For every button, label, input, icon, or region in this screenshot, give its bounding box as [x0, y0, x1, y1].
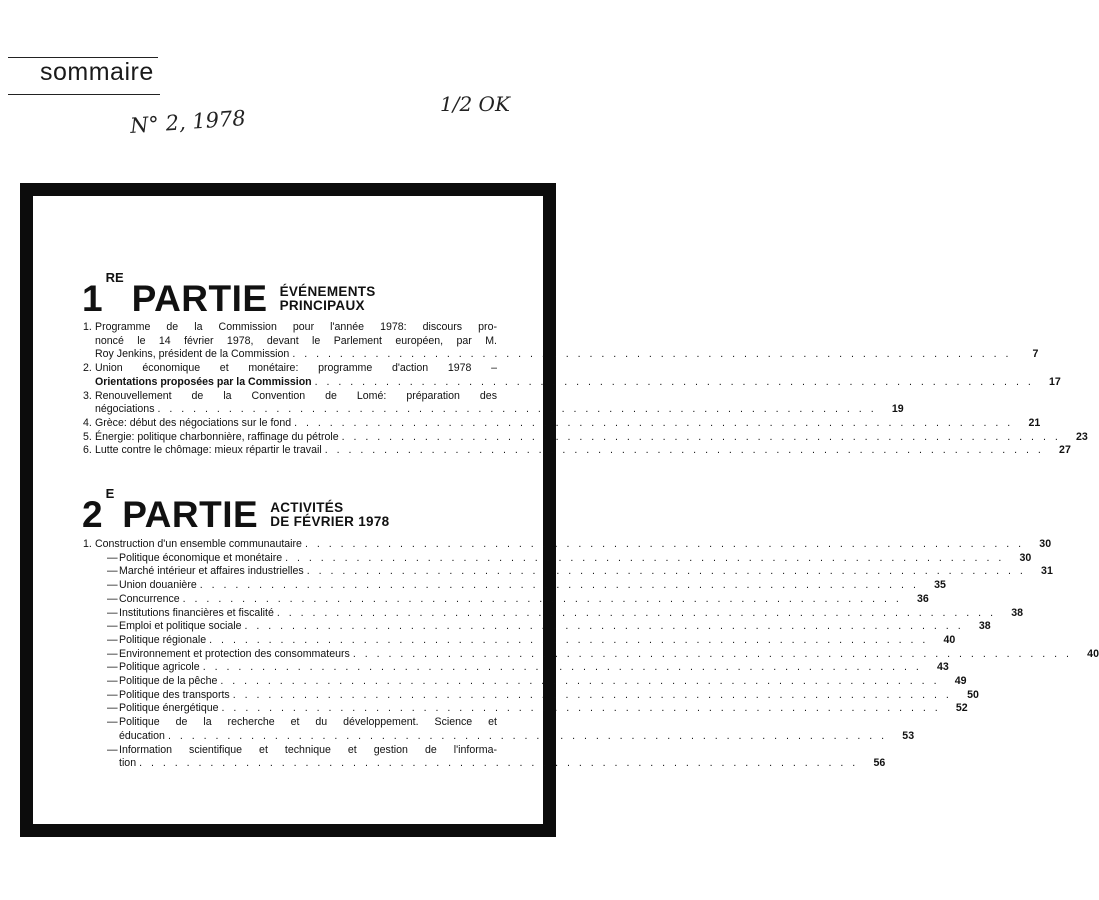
entry-text: Politique énergétique — [119, 702, 219, 715]
page-number: 30 — [1019, 551, 1032, 564]
page-number: 35 — [934, 579, 946, 592]
part2-word: PARTIE — [122, 494, 259, 535]
entry-dash: — — [107, 702, 118, 715]
entry-dash: — — [107, 633, 118, 646]
entry-text-line: Programme de la Commission pour l'année 1978: discours pro- — [95, 321, 497, 333]
dot-leader: . . . . . . . . . . . . . . . . . . . . . . . . . . . . . . . . . . . . . . . . . . . . . . . . . . . . . . . . . . . . . — [285, 551, 1005, 564]
toc-entry — [83, 362, 1061, 389]
entry-text: négociations — [95, 403, 155, 416]
part1-list — [83, 321, 1088, 458]
entry-text: Construction d'un ensemble communautaire — [95, 538, 302, 550]
entry-dash: — — [107, 565, 118, 578]
entry-number: 3. — [83, 389, 92, 402]
page-number: 43 — [937, 661, 949, 674]
toc-entry — [83, 416, 1041, 431]
dot-leader: . . . . . . . . . . . . . . . . . . . . . . . . . . . . . . . . . . . . . . . . . . . . . . . . . . . . . . . . . . . . . — [352, 647, 1072, 660]
entry-text: Politique régionale — [119, 633, 207, 646]
dot-leader: . . . . . . . . . . . . . . . . . . . . . . . . . . . . . . . . . . . . . . . . . . . . . . . . . . . . . . . . . . . . . — [167, 729, 888, 742]
page-number: 19 — [891, 403, 904, 416]
page-number: 53 — [902, 729, 915, 742]
dot-leader: . . . . . . . . . . . . . . . . . . . . . . . . . . . . . . . . . . . . . . . . . . . . . . . . . . . . . . . . . . . . . — [199, 579, 919, 592]
page-number: 38 — [978, 620, 991, 633]
entry-text: Emploi et politique sociale — [119, 620, 242, 633]
entry-dash: — — [107, 606, 118, 619]
entry-text: Orientations proposées par la Commission — [95, 375, 312, 388]
dot-leader: . . . . . . . . . . . . . . . . . . . . . . . . . . . . . . . . . . . . . . . . . . . . . . . . . . . . . . . . . . . . . — [294, 416, 1014, 429]
entry-text: Grèce: début des négociations sur le fond — [95, 416, 292, 429]
toc-entry — [95, 702, 968, 716]
dot-leader: . . . . . . . . . . . . . . . . . . . . . . . . . . . . . . . . . . . . . . . . . . . . . . . . . . . . . . . . . . . . . — [292, 348, 1012, 361]
entry-text-line: Politique de la recherche et du développement. Science et — [119, 716, 497, 729]
page-number: 36 — [917, 592, 929, 605]
part2-heading — [82, 485, 390, 535]
page-number: 17 — [1048, 375, 1061, 388]
page-number: 38 — [1011, 606, 1024, 619]
page-number: 56 — [873, 757, 886, 770]
entry-dash: — — [107, 592, 118, 605]
entry-number: 1. — [83, 538, 92, 550]
handwritten-issue: N° 2, 1978 — [129, 105, 247, 139]
page-number: 21 — [1028, 416, 1041, 429]
part2-list — [83, 538, 1099, 771]
entry-number: 1. — [83, 321, 92, 333]
toc-entry — [95, 661, 949, 675]
entry-text: Lutte contre le chômage: mieux répartir le travail — [95, 444, 322, 457]
dot-leader: . . . . . . . . . . . . . . . . . . . . . . . . . . . . . . . . . . . . . . . . . . . . . . . . . . . . . . . . . . . . . — [304, 538, 1025, 550]
entry-dash: — — [107, 716, 118, 729]
entry-dash: — — [107, 743, 118, 756]
page-number: 40 — [943, 633, 956, 646]
toc-entry — [95, 633, 956, 648]
page-number: 50 — [967, 688, 979, 701]
entry-text: Environnement et protection des consommateurs — [119, 647, 350, 660]
entry-dash: — — [107, 579, 118, 592]
entry-dash: — — [107, 647, 118, 660]
contents-frame — [20, 183, 1099, 837]
entry-text: Concurrence — [119, 592, 180, 605]
toc-entry — [95, 743, 886, 771]
part1-heading — [82, 269, 376, 319]
dot-leader: . . . . . . . . . . . . . . . . . . . . . . . . . . . . . . . . . . . . . . . . . . . . . . . . . . . . . . . . . . . . . — [276, 606, 997, 619]
page-title: sommaire — [40, 58, 154, 86]
entry-text: Politique économique et monétaire — [119, 551, 283, 564]
entry-number: 5. — [83, 430, 92, 443]
dot-leader: . . . . . . . . . . . . . . . . . . . . . . . . . . . . . . . . . . . . . . . . . . . . . . . . . . . . . . . . . . . . . — [202, 661, 922, 674]
toc-entry — [95, 688, 979, 703]
entry-text-line: noncé le 14 février 1978, devant le Parlement européen, par M. — [95, 334, 497, 347]
entry-dash: — — [107, 661, 118, 674]
entry-text: Politique de la pêche — [119, 675, 218, 688]
page-number: 49 — [954, 675, 967, 688]
toc-entry — [83, 321, 1039, 362]
page-number: 7 — [1032, 348, 1039, 361]
bottom-rule — [8, 94, 160, 95]
toc-entry — [95, 565, 1053, 579]
entry-text: tion — [119, 757, 137, 770]
page-number: 23 — [1075, 430, 1088, 443]
dot-leader: . . . . . . . . . . . . . . . . . . . . . . . . . . . . . . . . . . . . . . . . . . . . . . . . . . . . . . . . . . . . . — [157, 403, 877, 416]
entry-text-line: Union économique et monétaire: programme d'action 1978 – — [95, 362, 497, 375]
page-number: 27 — [1059, 444, 1071, 457]
dot-leader: . . . . . . . . . . . . . . . . . . . . . . . . . . . . . . . . . . . . . . . . . . . . . . . . . . . . . . . . . . . . . — [341, 430, 1061, 443]
toc-entry — [83, 538, 1052, 552]
page-number: 52 — [955, 702, 968, 715]
part2-subtitle: ACTIVITÉS DE FÉVRIER 1978 — [270, 499, 390, 529]
toc-entry — [95, 675, 967, 689]
entry-text-line: Information scientifique et technique et gestion de l'informa- — [119, 743, 497, 756]
page-number: 31 — [1041, 565, 1053, 578]
entry-text: Politique agricole — [119, 661, 200, 674]
toc-entry — [95, 620, 991, 634]
part1-subtitle: ÉVÉNEMENTS PRINCIPAUX — [279, 283, 376, 313]
toc-entry — [95, 592, 929, 607]
entry-text: Marché intérieur et affaires industrielles — [119, 565, 304, 578]
entry-number: 6. — [83, 444, 92, 457]
toc-entry — [83, 444, 1071, 458]
entry-number: 4. — [83, 416, 92, 429]
entry-text: éducation — [119, 729, 165, 742]
toc-entry — [83, 430, 1088, 445]
entry-text: Union douanière — [119, 579, 197, 592]
entry-dash: — — [107, 675, 118, 688]
toc-entry — [95, 716, 915, 743]
entry-dash: — — [107, 688, 118, 701]
part1-number: 1RE — [82, 269, 124, 319]
entry-number: 2. — [83, 362, 92, 375]
entry-dash: — — [107, 551, 118, 564]
toc-entry — [83, 389, 904, 417]
dot-leader: . . . . . . . . . . . . . . . . . . . . . . . . . . . . . . . . . . . . . . . . . . . . . . . . . . . . . . . . . . . . . — [306, 565, 1026, 578]
toc-entry — [95, 606, 1024, 621]
page-number: 40 — [1087, 647, 1099, 660]
dot-leader: . . . . . . . . . . . . . . . . . . . . . . . . . . . . . . . . . . . . . . . . . . . . . . . . . . . . . . . . . . . . . — [209, 633, 929, 646]
entry-text: Énergie: politique charbonnière, raffinage du pétrole — [95, 430, 339, 443]
dot-leader: . . . . . . . . . . . . . . . . . . . . . . . . . . . . . . . . . . . . . . . . . . . . . . . . . . . . . . . . . . . . . — [244, 620, 964, 633]
entry-dash: — — [107, 620, 118, 633]
handwritten-note: 1/2 OK — [440, 92, 510, 116]
entry-text: Institutions financières et fiscalité — [119, 606, 274, 619]
dot-leader: . . . . . . . . . . . . . . . . . . . . . . . . . . . . . . . . . . . . . . . . . . . . . . . . . . . . . . . . . . . . . — [232, 688, 952, 701]
dot-leader: . . . . . . . . . . . . . . . . . . . . . . . . . . . . . . . . . . . . . . . . . . . . . . . . . . . . . . . . . . . . . — [324, 444, 1044, 457]
dot-leader: . . . . . . . . . . . . . . . . . . . . . . . . . . . . . . . . . . . . . . . . . . . . . . . . . . . . . . . . . . . . . — [139, 757, 859, 770]
dot-leader: . . . . . . . . . . . . . . . . . . . . . . . . . . . . . . . . . . . . . . . . . . . . . . . . . . . . . . . . . . . . . — [221, 702, 941, 715]
part2-number: $2^E$ — [82, 485, 115, 535]
entry-text: Roy Jenkins, président de la Commission — [95, 348, 290, 361]
page-number: 30 — [1039, 538, 1052, 550]
toc-entry — [95, 579, 946, 593]
dot-leader: . . . . . . . . . . . . . . . . . . . . . . . . . . . . . . . . . . . . . . . . . . . . . . . . . . . . . . . . . . . . . — [182, 592, 902, 605]
toc-entry — [95, 647, 1099, 662]
entry-text: Politique des transports — [119, 688, 230, 701]
dot-leader: . . . . . . . . . . . . . . . . . . . . . . . . . . . . . . . . . . . . . . . . . . . . . . . . . . . . . . . . . . . . . — [314, 375, 1034, 388]
part1-word: PARTIE — [131, 278, 268, 319]
entry-text-line: Renouvellement de la Convention de Lomé: préparation des — [95, 389, 497, 402]
dot-leader: . . . . . . . . . . . . . . . . . . . . . . . . . . . . . . . . . . . . . . . . . . . . . . . . . . . . . . . . . . . . . — [220, 675, 940, 688]
toc-entry — [95, 551, 1032, 566]
